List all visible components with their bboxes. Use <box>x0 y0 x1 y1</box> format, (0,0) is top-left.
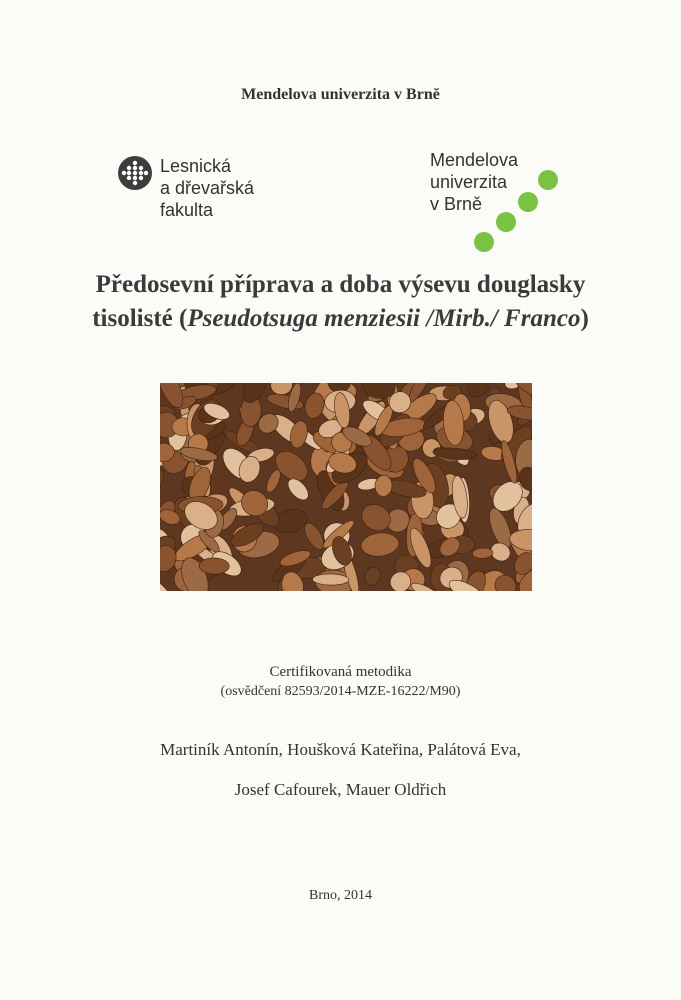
authors-line-2: Josef Cafourek, Mauer Oldřich <box>234 780 447 799</box>
place-date: Brno, 2014 <box>309 888 372 903</box>
authors-line-1: Martiník Antonín, Houšková Kateřina, Palátová Eva, <box>160 740 521 759</box>
seeds-photo <box>160 383 532 591</box>
faculty-name-line-2: a dřevařská <box>160 178 255 198</box>
document-title <box>0 268 681 336</box>
title-line-2 <box>0 302 681 336</box>
title-line-2-prefix: tisolisté ( <box>92 305 188 332</box>
faculty-name-line-3: fakulta <box>160 200 214 220</box>
university-logo-dot <box>538 170 558 190</box>
university-logo-dot <box>474 232 494 252</box>
seed-shape <box>199 558 229 575</box>
university-logo-line-3: v Brně <box>430 194 483 214</box>
university-logo-line-1: Mendelova <box>430 150 519 170</box>
methodology-label: Certifikovaná metodika <box>269 664 412 680</box>
title-species-name: Pseudotsuga menziesii /Mirb./ Franco <box>187 305 581 332</box>
university-logo <box>426 148 566 254</box>
faculty-name-line-1: Lesnická <box>160 156 232 176</box>
faculty-logo <box>118 152 298 232</box>
university-logo-dot <box>518 192 538 212</box>
university-header: Mendelova univerzita v Brně <box>241 86 440 103</box>
seeds-photo-image <box>160 383 532 591</box>
faculty-emblem-icon <box>118 156 152 190</box>
title-line-2-suffix: ) <box>580 305 589 332</box>
title-line-1: Předosevní příprava a doba výsevu douglasky <box>95 271 586 298</box>
certificate-number: (osvědčení 82593/2014-MZE-16222/M90) <box>220 684 461 699</box>
university-logo-dot <box>496 212 516 232</box>
university-logo-line-2: univerzita <box>430 172 508 192</box>
